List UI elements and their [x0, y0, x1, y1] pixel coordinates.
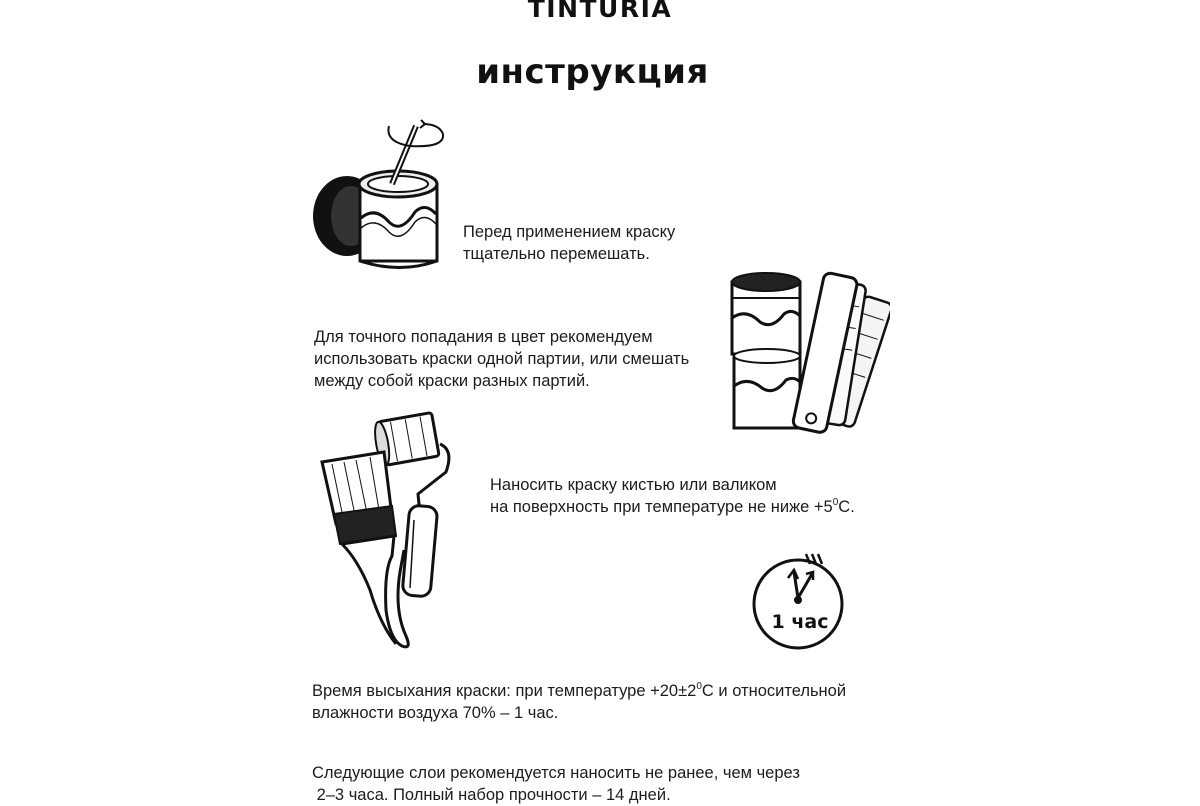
paint-can-stir-icon	[305, 116, 465, 276]
step-layers-line: Следующие слои рекомендуется наносить не ранее, чем через	[312, 764, 800, 782]
degree-sup: 0	[696, 680, 702, 692]
step-batch-line: использовать краски одной партии, или смешать	[314, 350, 690, 368]
step-layers-line: 2–3 часа. Полный набор прочности – 14 дней.	[312, 786, 671, 804]
step-batch-text	[314, 326, 689, 392]
step-mix-line: тщательно перемешать.	[463, 245, 650, 263]
step-drying-line-1	[312, 680, 846, 702]
step-apply-line-2-text: на поверхность при температуре не ниже +5	[490, 498, 833, 516]
clock-label: 1 час	[771, 611, 829, 633]
step-drying-line-1-rest: С и относительной	[701, 682, 847, 700]
step-apply-line-2	[490, 496, 855, 518]
step-apply-text	[490, 474, 855, 518]
degree-sup: 0	[832, 496, 839, 508]
paint-cans-swatches-icon	[720, 268, 890, 440]
brand-logo: TINTURIA	[527, 0, 673, 23]
step-batch-line: между собой краски разных партий.	[314, 372, 590, 390]
step-batch-line: Для точного попадания в цвет рекомендуем	[314, 328, 653, 346]
step-drying-line-2: влажности воздуха 70% – 1 час.	[312, 704, 559, 722]
step-apply-line-2-unit: С.	[838, 498, 855, 516]
step-apply-line-1: Наносить краску кистью или валиком	[490, 476, 777, 494]
step-layers-text	[312, 762, 800, 806]
step-mix-text	[463, 221, 675, 265]
step-mix-line: Перед применением краску	[463, 223, 676, 241]
page-title: инструкция	[476, 52, 709, 92]
brush-roller-icon	[314, 410, 464, 656]
step-drying-line-1-text: Время высыхания краски: при температуре +20±2	[312, 682, 697, 700]
clock-icon	[748, 548, 850, 652]
step-drying-text	[312, 680, 846, 724]
